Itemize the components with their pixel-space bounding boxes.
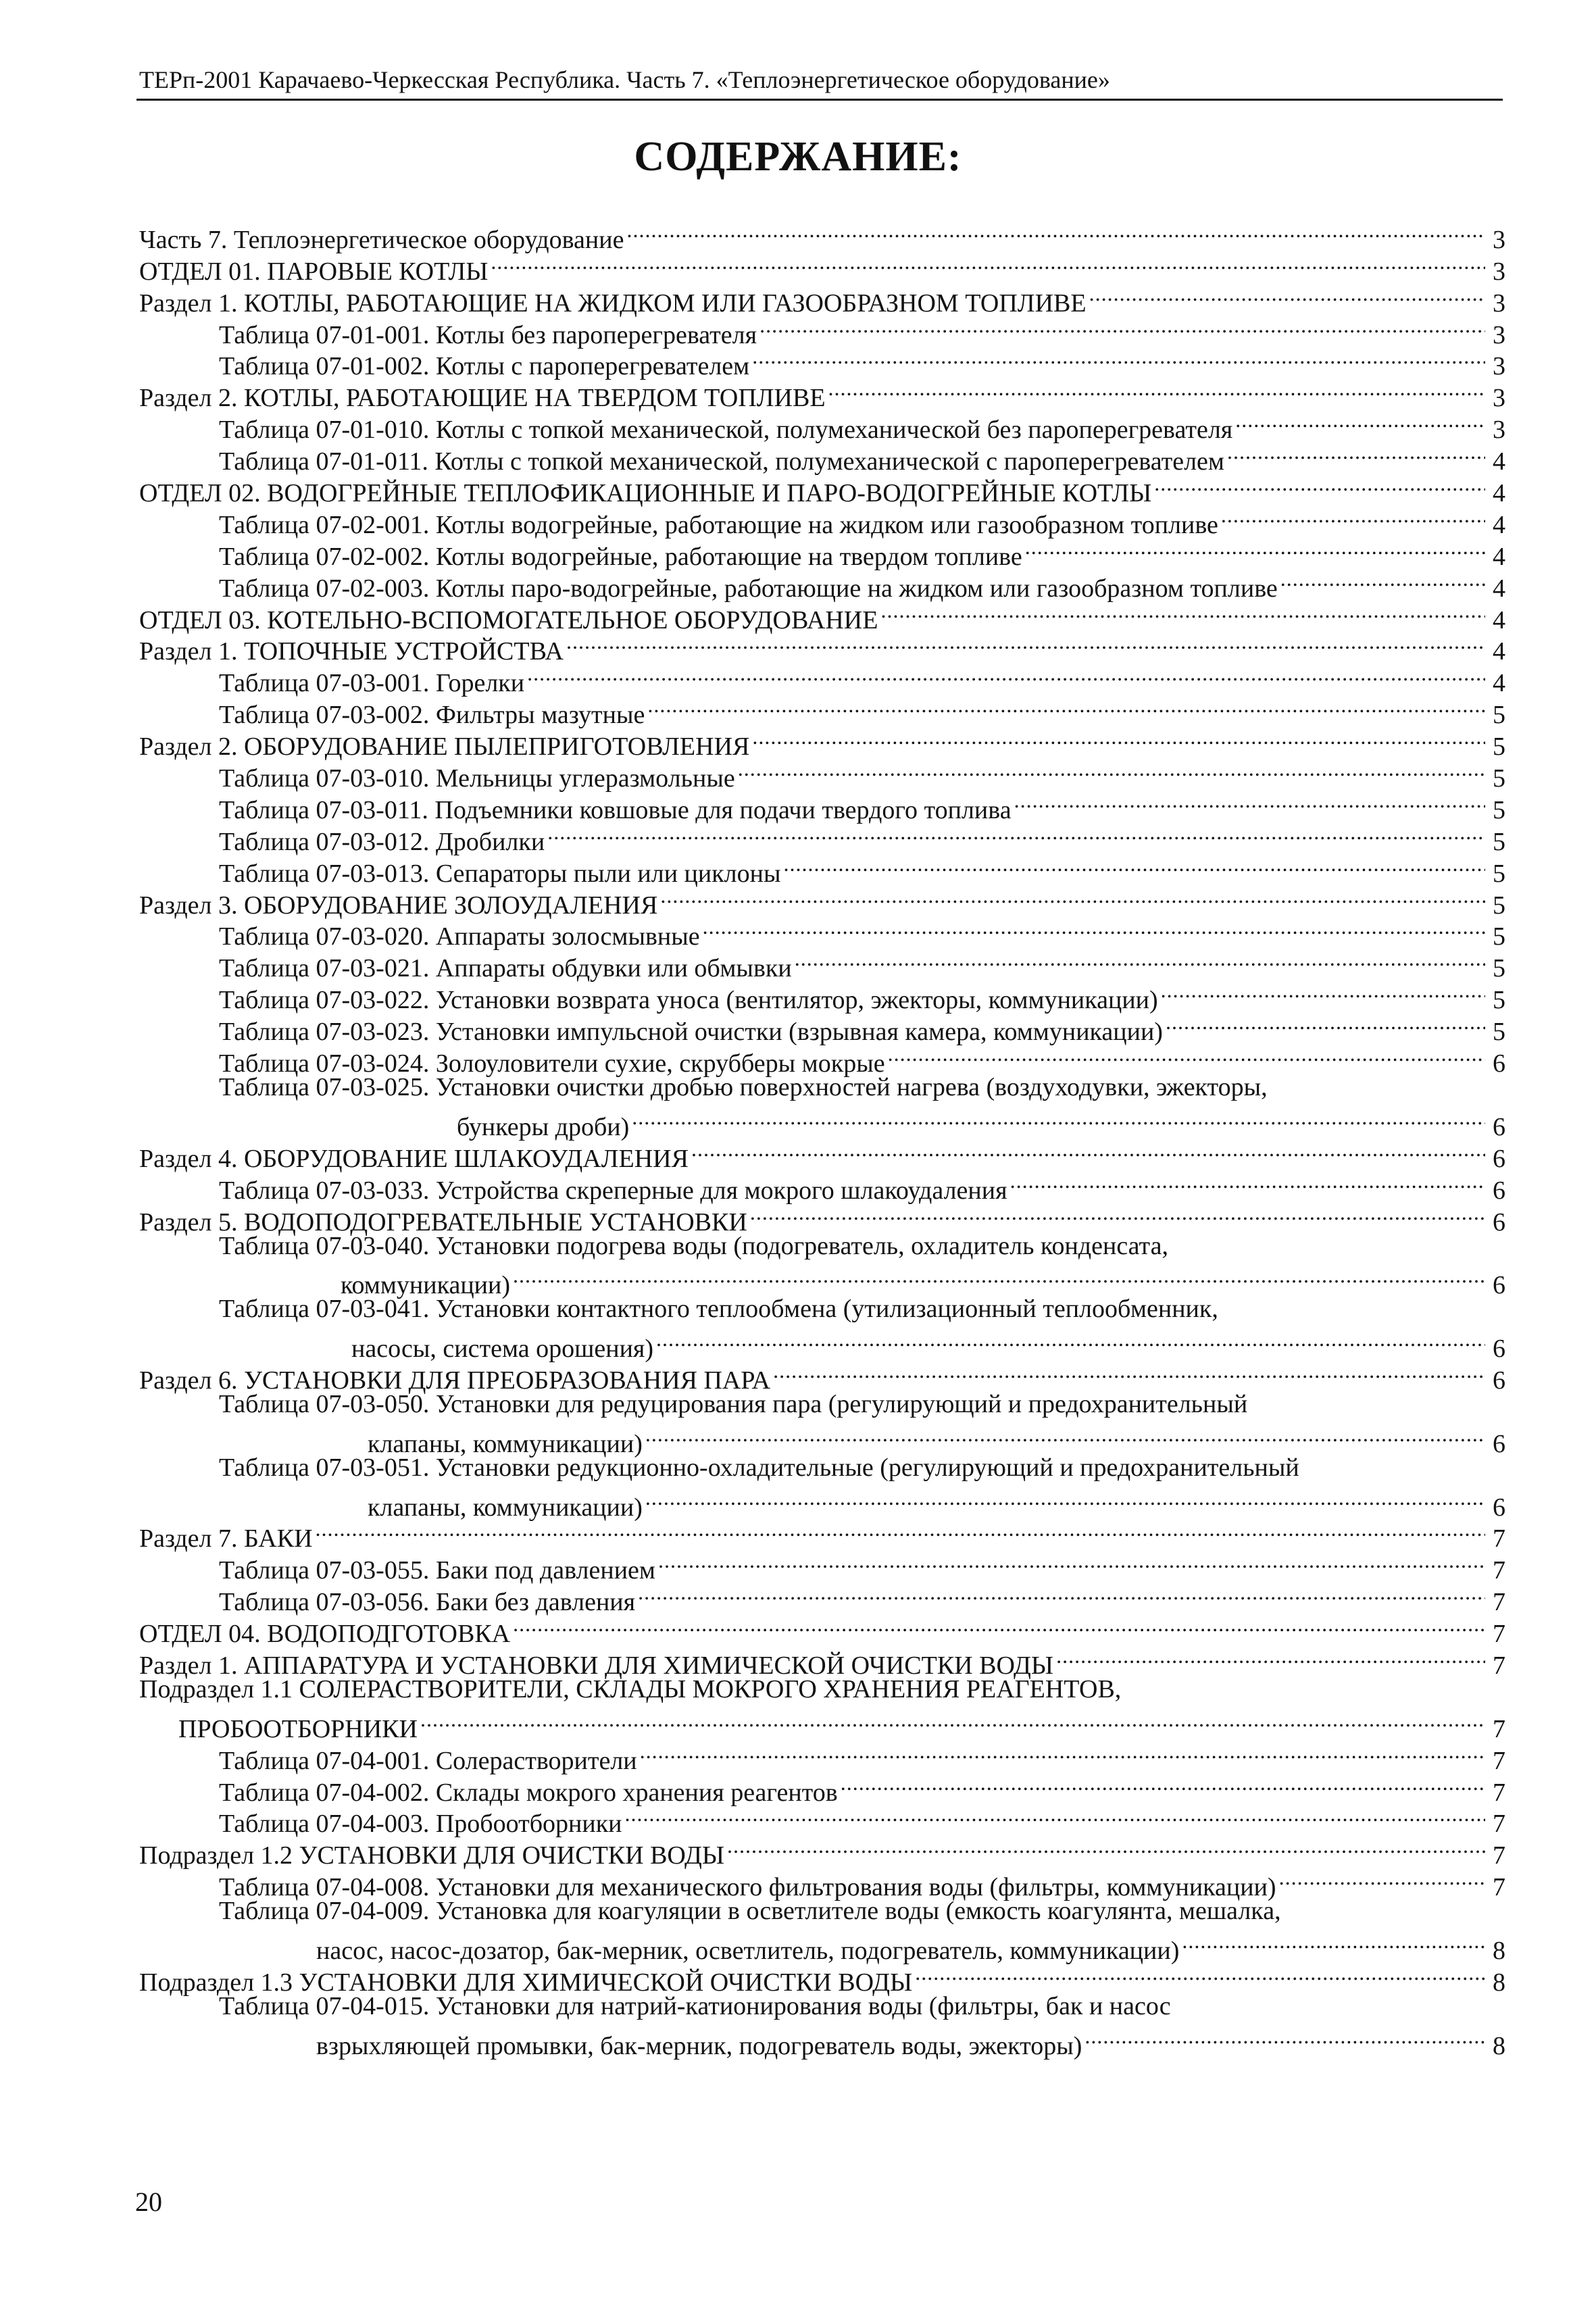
toc-entry-title: Таблица 07-03-013. Сепараторы пыли или циклоны [219, 859, 781, 888]
toc-entry-title: Таблица 07-03-033. Устройства скреперные для мокрого шлакоудаления [219, 1176, 1007, 1205]
toc-dot-leader [738, 755, 1485, 787]
toc-dot-leader [727, 1832, 1485, 1864]
toc-entry-page: 5 [1493, 764, 1505, 793]
toc-entry [139, 1991, 1505, 2022]
toc-entry-page: 3 [1493, 320, 1505, 349]
toc-entry-page: 4 [1493, 479, 1505, 508]
toc-entry [139, 2022, 1505, 2060]
toc-entry [139, 1895, 1505, 1927]
toc-dot-leader [491, 248, 1485, 280]
toc-entry-title: Таблица 07-03-011. Подъемники ковшовые для подачи твердого топлива [219, 795, 1012, 824]
toc-entry-page: 6 [1493, 1049, 1505, 1078]
toc-entry-title: Таблица 07-03-023. Установки импульсной очистки (взрывная камера, коммуникации) [219, 1018, 1163, 1047]
toc-entry [139, 1420, 1505, 1458]
toc-entry-title: Таблица 07-03-024. Золоуловители сухие, скрубберы мокрые [219, 1049, 885, 1078]
toc-entry [139, 1547, 1505, 1585]
toc-dot-leader [660, 882, 1485, 914]
toc-dot-leader [691, 1135, 1485, 1167]
toc-entry-title: Таблица 07-03-041. Установки контактного теплообмена (утилизационный теплообменник, [219, 1295, 1218, 1324]
toc-dot-leader [752, 343, 1485, 375]
toc-dot-leader [1182, 1927, 1485, 1959]
toc-entry [139, 1230, 1505, 1262]
toc-dot-leader [795, 945, 1485, 976]
toc-entry-title: Таблица 07-02-001. Котлы водогрейные, работающие на жидком или газообразном топливе [219, 510, 1218, 539]
toc-dot-leader [632, 1103, 1485, 1135]
toc-entry-page: 4 [1493, 510, 1505, 539]
toc-dot-leader [1161, 976, 1485, 1008]
toc-entry-title: Таблица 07-03-051. Установки редукционно-охладительные (регулирующий и предохранительный [219, 1453, 1299, 1482]
toc-entry-title: взрыхляющей промывки, бак-мерник, подогреватель воды, эжекторы) [316, 2031, 1082, 2060]
toc-dot-leader [750, 1199, 1485, 1230]
toc-entry-page: 6 [1493, 1493, 1505, 1522]
toc-entry [139, 1325, 1505, 1364]
toc-dot-leader [316, 1516, 1485, 1547]
toc-entry-page: 6 [1493, 1366, 1505, 1395]
toc-dot-leader [1089, 280, 1485, 312]
toc-entry [139, 1389, 1505, 1420]
toc-entry-page: 4 [1493, 669, 1505, 698]
toc-entry-page: 6 [1493, 1335, 1505, 1364]
toc-entry [139, 1135, 1505, 1173]
toc-entry [139, 216, 1505, 254]
toc-entry-page: 5 [1493, 827, 1505, 856]
toc-dot-leader [640, 1737, 1485, 1769]
toc-entry [139, 1072, 1505, 1103]
toc-entry [139, 1516, 1505, 1553]
toc-entry-title: Таблица 07-04-003. Пробоотборники [219, 1810, 622, 1839]
toc-entry-title: ОТДЕЛ 01. ПАРОВЫЕ КОТЛЫ [139, 257, 489, 286]
toc-entry-title: Раздел 5. ВОДОПОДОГРЕВАТЕЛЬНЫЕ УСТАНОВКИ [139, 1208, 747, 1237]
header-rule [136, 99, 1503, 101]
toc-entry-page: 7 [1493, 1841, 1505, 1870]
toc-dot-leader [1235, 406, 1485, 438]
toc-entry-title: Таблица 07-03-055. Баки под давлением [219, 1556, 655, 1585]
toc-entry [139, 1927, 1505, 1965]
toc-entry-title: Раздел 1. АППАРАТУРА И УСТАНОВКИ ДЛЯ ХИМИЧЕСКОЙ ОЧИСТКИ ВОДЫ [139, 1651, 1054, 1680]
toc-entry-title: Раздел 1. КОТЛЫ, РАБОТАЮЩИЕ НА ЖИДКОМ ИЛИ ГАЗООБРАЗНОМ ТОПЛИВЕ [139, 289, 1087, 318]
toc-dot-leader [784, 850, 1486, 882]
toc-entry-page: 7 [1493, 1651, 1505, 1680]
toc-dot-leader [658, 1547, 1485, 1578]
toc-entry-page: 3 [1493, 257, 1505, 286]
toc-entry-title: насос, насос-дозатор, бак-мерник, осветлитель, подогреватель, коммуникации) [316, 1936, 1180, 1965]
toc-entry-page: 7 [1493, 1524, 1505, 1553]
toc-dot-leader [1166, 1008, 1485, 1040]
toc-entry-page: 5 [1493, 954, 1505, 983]
toc-entry [139, 1103, 1505, 1141]
toc-entry-title: клапаны, коммуникации) [368, 1429, 643, 1458]
toc-entry-title: Таблица 07-04-008. Установки для механического фильтрования воды (фильтры, коммуникации) [219, 1873, 1276, 1902]
toc-dot-leader [1084, 2022, 1485, 2054]
toc-entry-page: 6 [1493, 1429, 1505, 1458]
toc-entry-page: 8 [1493, 1968, 1505, 1997]
toc-entry-title: Таблица 07-03-025. Установки очистки дробью поверхностей нагрева (воздуходувки, эжекторы, [219, 1073, 1268, 1102]
toc-entry-title: Подраздел 1.2 УСТАНОВКИ ДЛЯ ОЧИСТКИ ВОДЫ [139, 1841, 725, 1870]
toc-entry-title: насосы, система орошения) [351, 1335, 654, 1364]
toc-dot-leader [880, 597, 1485, 628]
toc-entry-page: 5 [1493, 795, 1505, 824]
toc-entry-title: Таблица 07-01-010. Котлы с топкой механической, полумеханической без пароперегревателя [219, 416, 1233, 445]
toc-entry-title: Таблица 07-03-022. Установки возврата уноса (вентилятор, эжекторы, коммуникации) [219, 986, 1158, 1015]
toc-dot-leader [759, 312, 1485, 343]
toc-entry-title: Раздел 6. УСТАНОВКИ ДЛЯ ПРЕОБРАЗОВАНИЯ ПАРА [139, 1366, 771, 1395]
toc-entry-page: 5 [1493, 986, 1505, 1015]
toc-dot-leader [547, 818, 1485, 850]
toc-dot-leader [1010, 1167, 1485, 1199]
toc-entry-page: 3 [1493, 289, 1505, 318]
toc-dot-leader [566, 628, 1485, 660]
toc-entry-title: ПРОБООТБОРНИКИ [178, 1714, 418, 1743]
toc-dot-leader [647, 691, 1485, 723]
toc-entry [139, 1293, 1505, 1325]
toc-entry-title: Таблица 07-03-040. Установки подогрева воды (подогреватель, охладитель конденсата, [219, 1231, 1168, 1260]
toc-dot-leader [420, 1706, 1485, 1737]
toc-dot-leader [828, 374, 1485, 406]
toc-entry-page: 5 [1493, 859, 1505, 888]
toc-entry-page: 4 [1493, 605, 1505, 634]
toc-dot-leader [1221, 501, 1485, 533]
toc-dot-leader [1154, 470, 1485, 501]
toc-dot-leader [1279, 1864, 1485, 1895]
toc-entry-page: 5 [1493, 922, 1505, 951]
toc-dot-leader [638, 1578, 1485, 1610]
toc-entry-page: 4 [1493, 637, 1505, 666]
toc-dot-leader [625, 1801, 1485, 1833]
toc-entry-page: 5 [1493, 701, 1505, 730]
toc-entry-title: Таблица 07-04-002. Склады мокрого хранения реагентов [219, 1778, 838, 1807]
toc-entry [139, 1674, 1505, 1706]
toc-dot-leader [1280, 565, 1485, 597]
toc-entry-title: Таблица 07-03-021. Аппараты обдувки или обмывки [219, 954, 792, 983]
toc-entry-title: Таблица 07-01-002. Котлы с пароперегревателем [219, 352, 750, 381]
toc-dot-leader [915, 1959, 1485, 1991]
toc-dot-leader [513, 1262, 1485, 1293]
toc-entry-title: Таблица 07-03-020. Аппараты золосмывные [219, 922, 700, 951]
toc-dot-leader [1056, 1642, 1485, 1674]
toc-entry-page: 6 [1493, 1176, 1505, 1205]
toc-entry-page: 4 [1493, 542, 1505, 571]
toc-dot-leader [626, 216, 1485, 248]
toc-entry-page: 7 [1493, 1873, 1505, 1902]
toc-entry-page: 7 [1493, 1778, 1505, 1807]
toc-entry-page: 7 [1493, 1620, 1505, 1649]
toc-entry-page: 6 [1493, 1208, 1505, 1237]
toc-dot-leader [527, 659, 1485, 691]
toc-dot-leader [645, 1484, 1485, 1516]
toc-entry-title: Таблица 07-01-011. Котлы с топкой механической, полумеханической с пароперегревателем [219, 447, 1224, 476]
toc-entry-title: Подраздел 1.3 УСТАНОВКИ ДЛЯ ХИМИЧЕСКОЙ ОЧИСТКИ ВОДЫ [139, 1968, 913, 1997]
toc-entry-page: 6 [1493, 1112, 1505, 1141]
table-of-contents [139, 216, 1505, 2060]
toc-entry-title: ОТДЕЛ 03. КОТЕЛЬНО-ВСПОМОГАТЕЛЬНОЕ ОБОРУДОВАНИЕ [139, 605, 878, 634]
toc-entry-page: 8 [1493, 1936, 1505, 1965]
toc-entry-title: Таблица 07-04-009. Установка для коагуляции в осветлителе воды (емкость коагулянта, мешалка, [219, 1897, 1281, 1926]
toc-entry-page: 4 [1493, 574, 1505, 603]
toc-entry [139, 1452, 1505, 1484]
page-number: 20 [135, 2187, 162, 2217]
toc-entry-page: 3 [1493, 352, 1505, 381]
toc-entry-title: клапаны, коммуникации) [368, 1493, 643, 1522]
toc-dot-leader [752, 723, 1485, 755]
toc-entry-page: 4 [1493, 447, 1505, 476]
toc-entry-title: коммуникации) [341, 1271, 510, 1300]
toc-entry-page: 3 [1493, 384, 1505, 413]
toc-entry-title: Таблица 07-03-002. Фильтры мазутные [219, 701, 645, 730]
toc-dot-leader [1025, 533, 1485, 565]
toc-dot-leader [1014, 787, 1485, 818]
toc-entry-page: 5 [1493, 1018, 1505, 1047]
toc-dot-leader [645, 1420, 1485, 1452]
toc-entry-page: 5 [1493, 891, 1505, 920]
toc-entry-title: Раздел 1. ТОПОЧНЫЕ УСТРОЙСТВА [139, 637, 564, 666]
toc-dot-leader [773, 1357, 1485, 1389]
toc-entry-title: Таблица 07-03-056. Баки без давления [219, 1588, 636, 1617]
toc-entry-page: 7 [1493, 1810, 1505, 1839]
toc-entry-title: Таблица 07-03-010. Мельницы углеразмольные [219, 764, 735, 793]
toc-entry-page: 5 [1493, 732, 1505, 762]
toc-entry-page: 7 [1493, 1556, 1505, 1585]
toc-entry-title: Таблица 07-02-002. Котлы водогрейные, работающие на твердом топливе [219, 542, 1022, 571]
toc-entry-page: 7 [1493, 1746, 1505, 1775]
toc-entry-title: Подраздел 1.1 СОЛЕРАСТВОРИТЕЛИ, СКЛАДЫ МОКРОГО ХРАНЕНИЯ РЕАГЕНТОВ, [139, 1674, 1122, 1703]
toc-entry [139, 1706, 1505, 1743]
toc-dot-leader [703, 914, 1485, 945]
toc-entry-title: Часть 7. Теплоэнергетическое оборудование [139, 225, 624, 254]
toc-entry-page: 6 [1493, 1271, 1505, 1300]
toc-entry-page: 7 [1493, 1714, 1505, 1743]
toc-entry-title: Раздел 2. ОБОРУДОВАНИЕ ПЫЛЕПРИГОТОВЛЕНИЯ [139, 732, 750, 762]
toc-entry-title: Таблица 07-04-015. Установки для натрий-катионирования воды (фильтры, бак и насос [219, 1991, 1171, 2020]
running-header: ТЕРп-2001 Карачаево-Черкесская Республика. Часть 7. «Теплоэнергетическое оборудование» [139, 66, 1110, 93]
toc-entry-title: Таблица 07-04-001. Солерастворители [219, 1746, 637, 1775]
page-title: СОДЕРЖАНИЕ: [634, 134, 962, 180]
toc-entry-title: Таблица 07-03-050. Установки для редуцирования пара (регулирующий и предохранительный [219, 1389, 1248, 1418]
toc-dot-leader [888, 1040, 1485, 1072]
toc-entry [139, 1357, 1505, 1395]
toc-entry-page: 7 [1493, 1588, 1505, 1617]
toc-entry [139, 1262, 1505, 1300]
toc-entry-title: Раздел 2. КОТЛЫ, РАБОТАЮЩИЕ НА ТВЕРДОМ ТОПЛИВЕ [139, 384, 826, 413]
toc-entry-page: 6 [1493, 1144, 1505, 1173]
toc-dot-leader [1227, 438, 1485, 470]
toc-entry-title: ОТДЕЛ 04. ВОДОПОДГОТОВКА [139, 1620, 511, 1649]
toc-entry-title: Таблица 07-01-001. Котлы без пароперегревателя [219, 320, 757, 349]
toc-dot-leader [656, 1325, 1485, 1357]
toc-entry-title: Раздел 7. БАКИ [139, 1524, 313, 1553]
toc-dot-leader [841, 1769, 1485, 1801]
toc-entry-title: Таблица 07-02-003. Котлы паро-водогрейные, работающие на жидком или газообразном топливе [219, 574, 1278, 603]
toc-dot-leader [513, 1610, 1485, 1642]
toc-entry-title: Раздел 4. ОБОРУДОВАНИЕ ШЛАКОУДАЛЕНИЯ [139, 1144, 689, 1173]
toc-entry-page: 8 [1493, 2031, 1505, 2060]
toc-entry-title: ОТДЕЛ 02. ВОДОГРЕЙНЫЕ ТЕПЛОФИКАЦИОННЫЕ И ПАРО-ВОДОГРЕЙНЫЕ КОТЛЫ [139, 479, 1152, 508]
toc-entry [139, 1484, 1505, 1522]
toc-entry-page: 3 [1493, 416, 1505, 445]
toc-entry-page: 3 [1493, 225, 1505, 254]
toc-entry-title: Раздел 3. ОБОРУДОВАНИЕ ЗОЛОУДАЛЕНИЯ [139, 891, 658, 920]
toc-entry-title: бункеры дроби) [457, 1112, 630, 1141]
toc-entry-title: Таблица 07-03-012. Дробилки [219, 827, 545, 856]
toc-entry-title: Таблица 07-03-001. Горелки [219, 669, 525, 698]
